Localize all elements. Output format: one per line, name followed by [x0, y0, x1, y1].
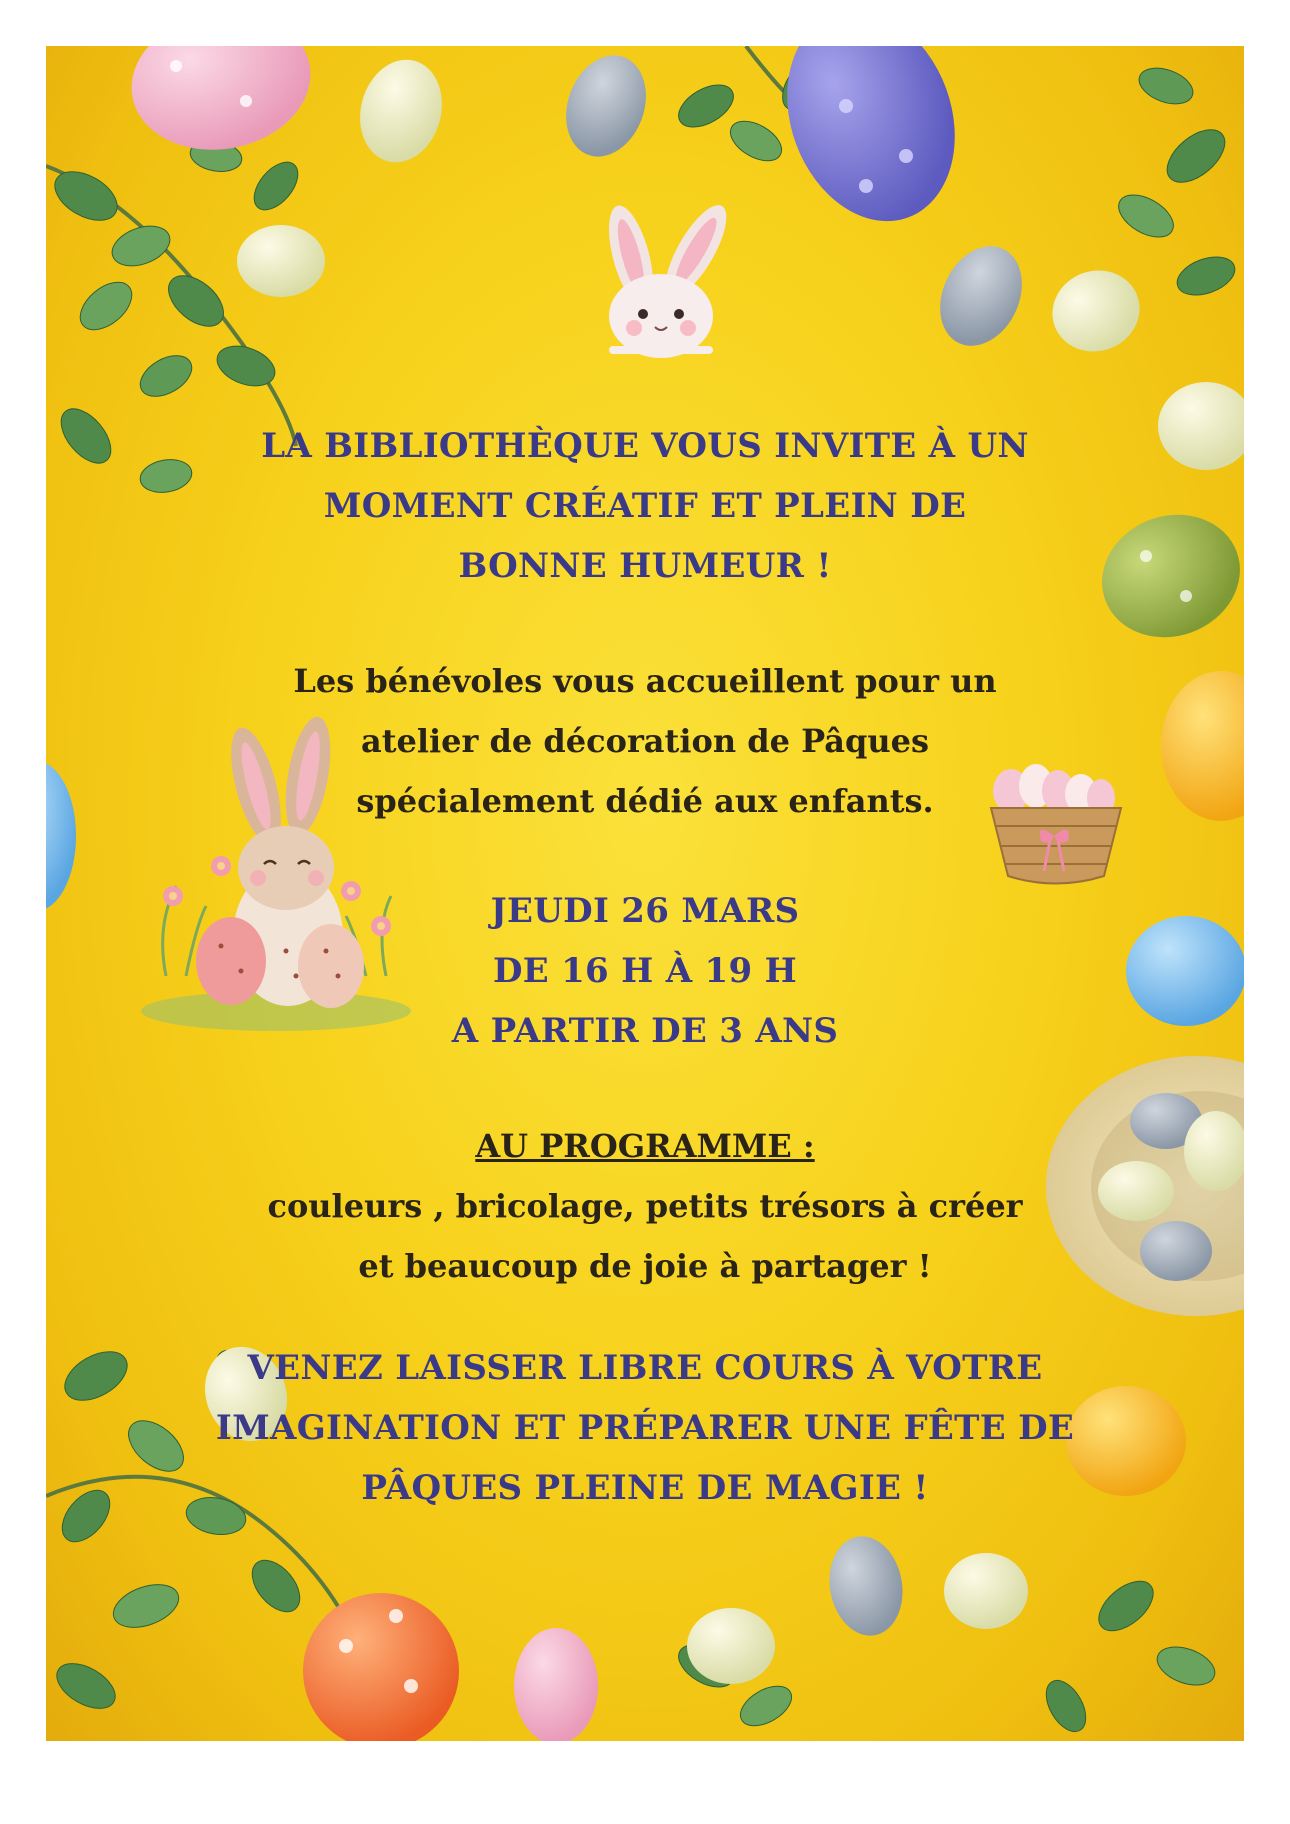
description: [46, 651, 1244, 831]
programme-line: couleurs , bricolage, petits trésors à créer: [267, 1187, 1023, 1225]
event-date: JEUDI 26 MARS: [490, 891, 800, 931]
programme-title: AU PROGRAMME :: [475, 1127, 815, 1165]
heading-line: MOMENT CRÉATIF ET PLEIN DE: [323, 486, 967, 526]
closing-message: [46, 1338, 1244, 1518]
event-time: DE 16 H À 19 H: [492, 951, 798, 991]
heading-line: BONNE HUMEUR !: [458, 546, 832, 586]
bunny-peeking-icon: [600, 197, 737, 358]
description-line: spécialement dédié aux enfants.: [356, 782, 934, 820]
closing-line: PÂQUES PLEINE DE MAGIE !: [361, 1468, 929, 1508]
programme-line: et beaucoup de joie à partager !: [358, 1247, 932, 1285]
easter-poster: [46, 46, 1244, 1741]
closing-line: IMAGINATION ET PRÉPARER UNE FÊTE DE: [215, 1408, 1075, 1448]
programme: [46, 1116, 1244, 1296]
event-age: A PARTIR DE 3 ANS: [451, 1011, 839, 1051]
heading-line: LA BIBLIOTHÈQUE VOUS INVITE À UN: [261, 426, 1029, 466]
description-line: atelier de décoration de Pâques: [360, 722, 930, 760]
event-details: [46, 881, 1244, 1061]
description-line: Les bénévoles vous accueillent pour un: [293, 662, 997, 700]
closing-line: VENEZ LAISSER LIBRE COURS À VOTRE: [247, 1348, 1043, 1388]
invitation-heading: [46, 416, 1244, 596]
